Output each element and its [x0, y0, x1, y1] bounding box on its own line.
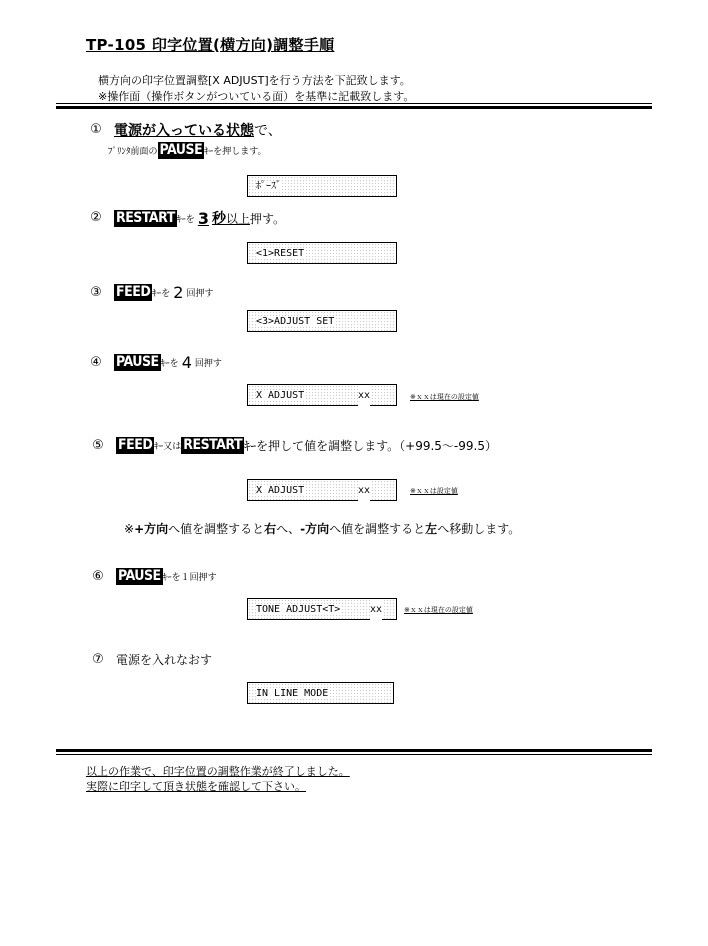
step-6-lcd-value: xx: [370, 599, 382, 621]
step-3-lcd-text: <3>ADJUST SET: [256, 316, 335, 327]
step-1-instruction: [108, 142, 266, 159]
step-5-note: ※ｘｘは設定値: [410, 487, 458, 495]
top-divider-thin: [56, 103, 652, 104]
step-3-feed-key: FEED: [116, 284, 151, 300]
page-title: TP-105 印字位置(横方向)調整手順: [86, 36, 335, 54]
step-1-heading-suffix: で、: [254, 123, 282, 139]
step-1-lcd-display: [247, 175, 397, 197]
step-4-pause-key: PAUSE: [116, 354, 159, 370]
step-5-lcd-label: X ADJUST: [256, 485, 305, 496]
step-6-lcd-label: TONE ADJUST<T>: [256, 604, 341, 615]
step-2-instruction: [86, 208, 285, 228]
footer-line-2: 実際に印字して頂き状態を確認して下さい。: [86, 780, 306, 793]
step-1-lcd-text: ﾎﾟｰｽﾞ: [256, 181, 281, 192]
step-1-printer-front: ﾌﾟﾘﾝﾀ前面の: [108, 147, 158, 157]
direction-plus: +方向: [134, 522, 169, 536]
step-5-feed-key: FEED: [118, 437, 153, 453]
step-4-number: ④: [90, 354, 102, 370]
step-5-lcd-value: xx: [358, 480, 370, 502]
bottom-divider-thick: [56, 749, 652, 752]
intro-line-1: 横方向の印字位置調整[X ADJUST]を行う方法を下記致します。: [98, 74, 411, 87]
step-2-number: ②: [90, 210, 102, 225]
step-2-count: 3: [197, 208, 209, 228]
step-4-count: 4: [181, 353, 192, 372]
bottom-divider-thin: [56, 754, 652, 755]
direction-right: 右: [264, 522, 277, 536]
step-5-adjust-text: ｷｰを押して値を調整します。（+99.5～-99.5）: [244, 439, 497, 453]
direction-text-4: へ移動します。: [437, 522, 521, 536]
step-7-lcd-text: IN LINE MODE: [256, 688, 329, 699]
step-7-text: 電源を入れなおす: [116, 653, 213, 667]
step-4-lcd-value: xx: [358, 385, 370, 407]
step-6-note: ※ｘｘは現在の設定値: [404, 606, 473, 614]
step-2-restart-key: RESTART: [116, 209, 175, 226]
step-6-instruction: [88, 568, 217, 585]
top-divider-thick: [56, 106, 652, 109]
step-5-restart-key: RESTART: [183, 437, 243, 453]
step-3-instruction: [86, 283, 214, 302]
step-4-instruction: [86, 353, 222, 372]
step-7-lcd-display: [247, 682, 394, 704]
step-1-number: ①: [90, 122, 102, 137]
intro-line-2: ※操作面（操作ボタンがついている面）を基準に記載致します。: [98, 90, 415, 103]
step-4-note: ※ｘｘは現在の設定値: [410, 393, 479, 401]
step-2-lcd-text: <1>RESET: [256, 248, 305, 259]
step-1-heading: [86, 120, 282, 140]
step-2-key-text: ｷｰを: [176, 214, 195, 225]
step-2-or-more: 以上: [225, 211, 250, 226]
direction-note: [124, 520, 520, 537]
step-6-lcd-display: [247, 598, 397, 620]
step-7-number: ⑦: [92, 651, 104, 667]
direction-text-2: へ、: [276, 522, 301, 536]
step-3-key-text: ｷｰを: [152, 289, 171, 299]
step-5-or-text: ｷｰ又は: [154, 442, 182, 452]
direction-left: 左: [425, 522, 438, 536]
step-3-lcd-display: [247, 310, 397, 332]
step-4-lcd-label: X ADJUST: [256, 390, 305, 401]
step-3-number: ③: [90, 284, 102, 300]
footer-line-1: 以上の作業で、印字位置の調整作業が終了しました。: [86, 765, 350, 778]
step-2-lcd-display: [247, 242, 397, 264]
step-6-pause-key: PAUSE: [118, 568, 161, 584]
step-1-press-text: ｷｰを押します。: [204, 147, 267, 157]
step-3-press: 回押す: [186, 289, 214, 299]
direction-minus: -方向: [300, 522, 330, 536]
step-5-instruction: [88, 437, 497, 454]
step-2-press: 押す。: [249, 211, 286, 226]
step-6-press: ｷｰを１回押す: [162, 573, 217, 583]
step-5-number: ⑤: [92, 437, 104, 453]
direction-text-1: へ値を調整すると: [168, 522, 265, 536]
step-6-number: ⑥: [92, 568, 104, 584]
step-4-key-text: ｷｰを: [160, 359, 179, 369]
step-5-lcd-display: [247, 479, 397, 501]
step-1-condition: 電源が入っている状態: [114, 123, 254, 139]
step-4-press: 回押す: [194, 359, 222, 369]
step-7-instruction: [88, 651, 212, 668]
step-1-pause-key: PAUSE: [159, 142, 203, 158]
direction-text-3: へ値を調整すると: [329, 522, 426, 536]
direction-note-mark: ※: [124, 522, 135, 536]
step-3-count: 2: [173, 283, 184, 302]
step-4-lcd-display: [247, 384, 397, 406]
step-2-seconds: 秒: [211, 211, 226, 227]
